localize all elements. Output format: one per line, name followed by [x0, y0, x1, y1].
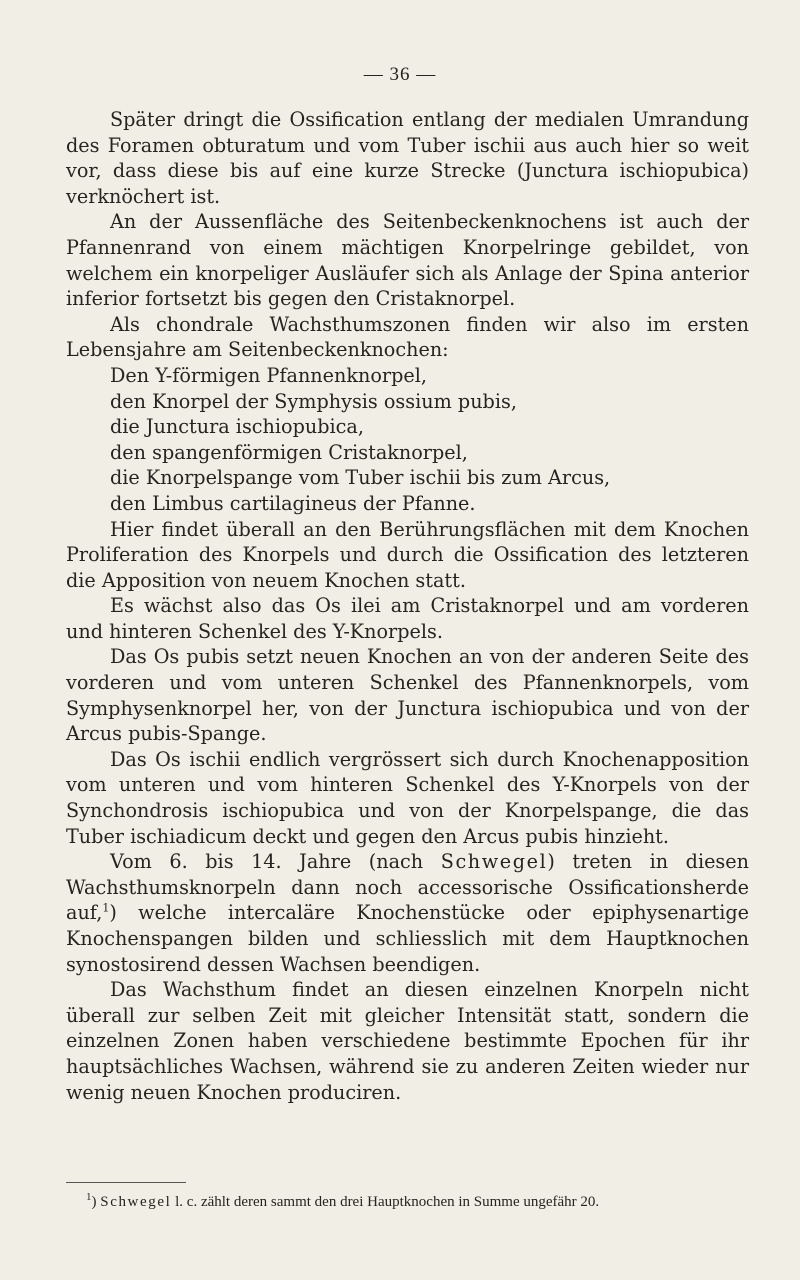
- list-item: die Junctura ischiopubica,: [110, 415, 364, 439]
- footnote-reference[interactable]: 1: [102, 902, 110, 916]
- growth-zone-list: [66, 363, 749, 517]
- paragraph: Hier findet überall an den Berührungsflächen mit dem Knochen Proliferation des Knorpels und durch die Ossification des letzteren die Apposition von neuem Knochen statt.: [66, 517, 749, 592]
- list-item: Den Y-förmigen Pfannenknorpel,: [110, 363, 427, 387]
- footnote-separator: [66, 1182, 186, 1183]
- list-item: den spangenförmigen Cristaknorpel,: [110, 440, 468, 464]
- footnote-author: Schwegel: [100, 1194, 172, 1210]
- page-number: — 36 —: [363, 64, 437, 85]
- paragraph: Das Os ischii endlich vergrössert sich durch Knochenapposition vom unteren und vom hinteren Schenkel des Y-Knorpels von der Synchondrosis ischiopubica und von der Knorpelspange, die das Tuber ischiadicum deckt und gegen den Arcus pubis hinzieht.: [66, 747, 749, 848]
- paragraph: Das Wachsthum findet an diesen einzelnen Knorpeln nicht überall zur selben Zeit mit gleicher Intensität statt, sondern die einzelnen Zonen haben verschiedene bestimmte Epochen für ihr hauptsächliches Wachsen, während sie zu anderen Zeiten wieder nur wenig neuen Knochen produciren.: [66, 978, 749, 1104]
- list-item: den Limbus cartilagineus der Pfanne.: [110, 491, 476, 515]
- list-item: den Knorpel der Symphysis ossium pubis,: [110, 389, 517, 413]
- text-run: Vom 6. bis 14. Jahre (nach: [110, 850, 441, 874]
- text-run: ) welche intercaläre Knochenstücke oder epiphysenartige Knochenspangen bilden und schliesslich mit dem Hauptknochen synostosirend dessen Wachsen beendigen.: [66, 901, 749, 976]
- body-text: [66, 107, 749, 1105]
- author-name: Schwegel: [440, 850, 548, 874]
- paragraph: Es wächst also das Os ilei am Cristaknorpel und am vorderen und hinteren Schenkel des Y-Knorpels.: [66, 594, 749, 643]
- footnote-text: $^1$) Schwegel l. c. zählt deren sammt den drei Hauptknochen in Summe ungefähr 20.: [86, 1191, 600, 1210]
- text-run: ) treten in diesen Wachsthumsknorpeln dann noch accessorische Ossificationsherde auf,: [66, 850, 749, 925]
- paragraph: Als chondrale Wachsthumszonen finden wir also im ersten Lebensjahre am Seitenbeckenknochen:: [66, 312, 749, 362]
- footnote-body: l. c. zählt deren sammt den drei Hauptknochen in Summe ungefähr 20.: [171, 1194, 600, 1210]
- paragraph: An der Aussenfläche des Seitenbeckenknochens ist auch der Pfannenrand von einem mächtigen Knorpelringe gebildet, von welchem ein knorpeliger Ausläufer sich als Anlage der Spina anterior inferior fortsetzt bis gegen den Cristaknorpel.: [66, 210, 749, 311]
- paragraph-schwegel: [66, 849, 749, 977]
- paragraph: Das Os pubis setzt neuen Knochen an von der anderen Seite des vorderen und vom unteren Schenkel des Pfannenknorpels, vom Symphysenknorpel her, von der Junctura ischiopubica und von der Arcus pubis-Spange.: [66, 645, 749, 746]
- list-item: die Knorpelspange vom Tuber ischii bis zum Arcus,: [110, 466, 611, 490]
- footnote: [66, 1191, 749, 1213]
- paragraph: Später dringt die Ossification entlang der medialen Umrandung des Foramen obturatum und vom Tuber ischii aus auch hier so weit vor, dass diese bis auf eine kurze Strecke (Junctura ischiopubica) verknöchert ist.: [66, 108, 749, 208]
- footnote-mark: 1: [86, 1191, 92, 1203]
